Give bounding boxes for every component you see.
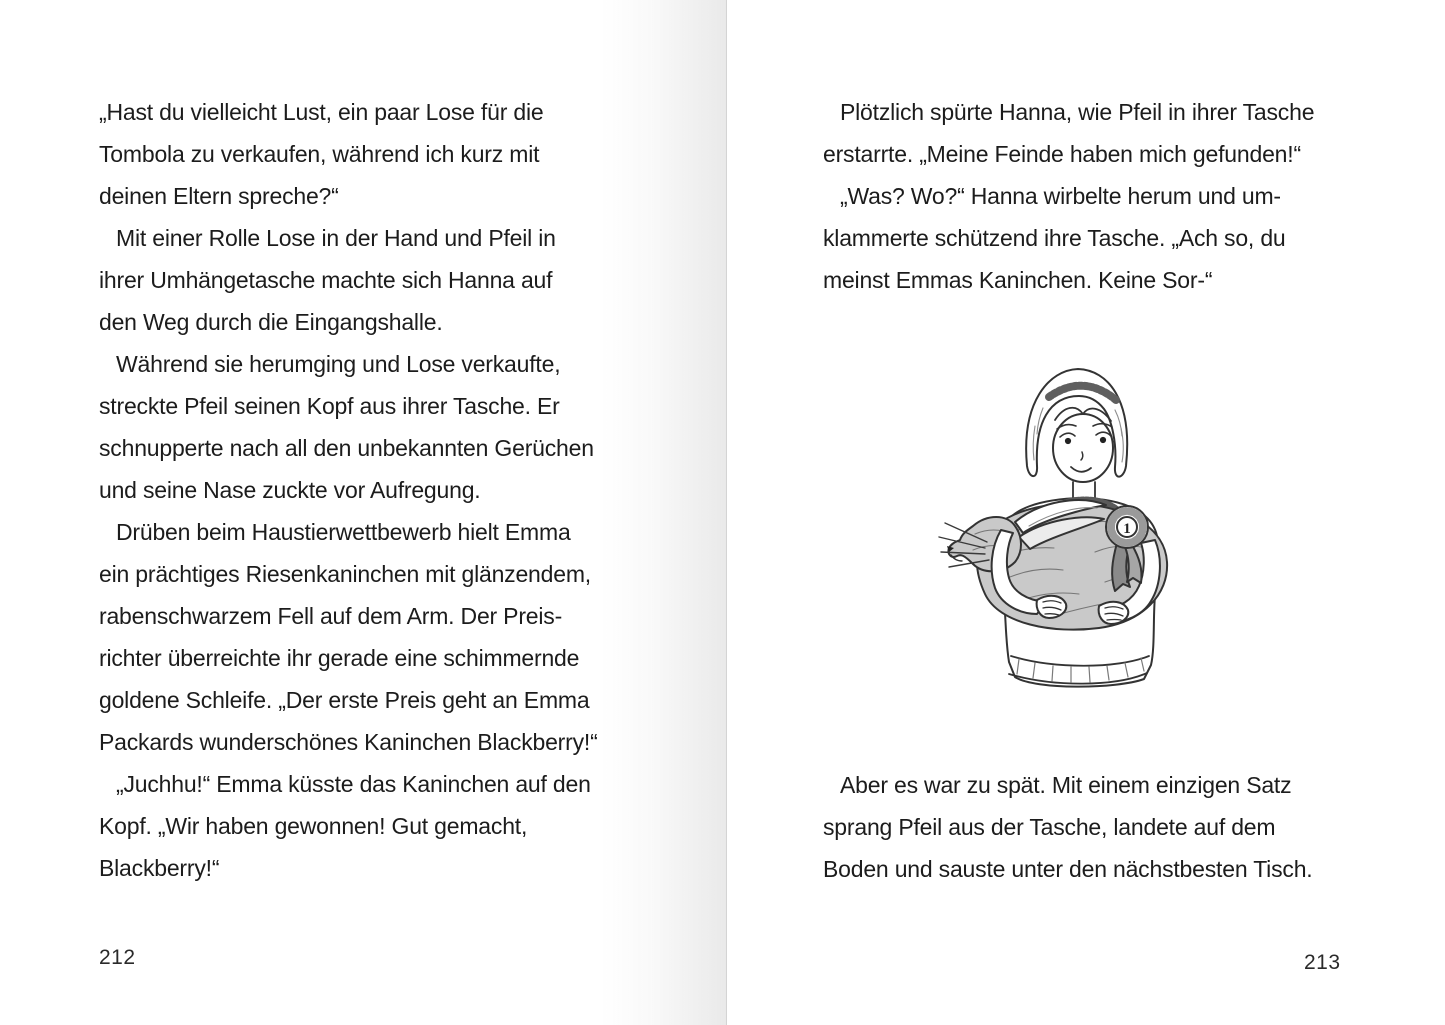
right-text-block-bottom xyxy=(823,764,1312,890)
text-line: Mit einer Rolle Lose in der Hand und Pfeil in xyxy=(116,225,556,251)
rabbit-head xyxy=(948,517,1021,571)
text-line: „Juchhu!“ Emma küsste das Kaninchen auf den xyxy=(116,771,591,797)
page-gutter-shadow xyxy=(600,0,727,1025)
text-line: Boden und sauste unter den nächstbesten Tisch. xyxy=(823,856,1313,882)
text-line: „Hast du vielleicht Lust, ein paar Lose für die xyxy=(99,99,544,125)
text-line: klammerte schützend ihre Tasche. „Ach so, du xyxy=(823,225,1286,251)
text-line: Blackberry!“ xyxy=(99,855,220,881)
text-line: rabenschwarzem Fell auf dem Arm. Der Preis- xyxy=(99,603,563,629)
text-line: Tombola zu verkaufen, während ich kurz mit xyxy=(99,141,540,167)
girl-eye-left xyxy=(1065,438,1071,444)
text-line: ihrer Umhängetasche machte sich Hanna auf xyxy=(99,267,553,293)
text-line: „Was? Wo?“ Hanna wirbelte herum und um- xyxy=(840,183,1281,209)
text-line: ein prächtiges Riesenkaninchen mit glänzendem, xyxy=(99,561,591,587)
text-line: sprang Pfeil aus der Tasche, landete auf dem xyxy=(823,814,1276,840)
page-number-left: 212 xyxy=(99,946,136,969)
rosette-number: 1 xyxy=(1123,521,1131,537)
text-line: schnupperte nach all den unbekannten Gerüchen xyxy=(99,435,594,461)
text-line: streckte Pfeil seinen Kopf aus ihrer Tasche. Er xyxy=(99,393,560,419)
text-line: Drüben beim Haustierwettbewerb hielt Emma xyxy=(116,519,571,545)
text-line: meinst Emmas Kaninchen. Keine Sor-“ xyxy=(823,267,1213,293)
text-line: erstarrte. „Meine Feinde haben mich gefunden!“ xyxy=(823,141,1301,167)
text-line: und seine Nase zuckte vor Aufregung. xyxy=(99,477,481,503)
left-text-block xyxy=(99,91,598,889)
right-text-block-top xyxy=(823,91,1314,301)
page-number-right: 213 xyxy=(1304,951,1341,974)
girl-eye-right xyxy=(1100,437,1106,443)
illustration-girl-with-rabbit xyxy=(903,356,1255,720)
text-line: den Weg durch die Eingangshalle. xyxy=(99,309,443,335)
text-line: goldene Schleife. „Der erste Preis geht an Emma xyxy=(99,687,590,713)
text-line: Aber es war zu spät. Mit einem einzigen Satz xyxy=(840,772,1292,798)
text-line: Während sie herumging und Lose verkaufte, xyxy=(116,351,561,377)
text-line: richter überreichte ihr gerade eine schimmernde xyxy=(99,645,580,671)
text-line: Plötzlich spürte Hanna, wie Pfeil in ihrer Tasche xyxy=(840,99,1315,125)
text-line: Kopf. „Wir haben gewonnen! Gut gemacht, xyxy=(99,813,528,839)
text-line: Packards wunderschönes Kaninchen Blackberry!“ xyxy=(99,729,598,755)
text-line: deinen Eltern spreche?“ xyxy=(99,183,339,209)
